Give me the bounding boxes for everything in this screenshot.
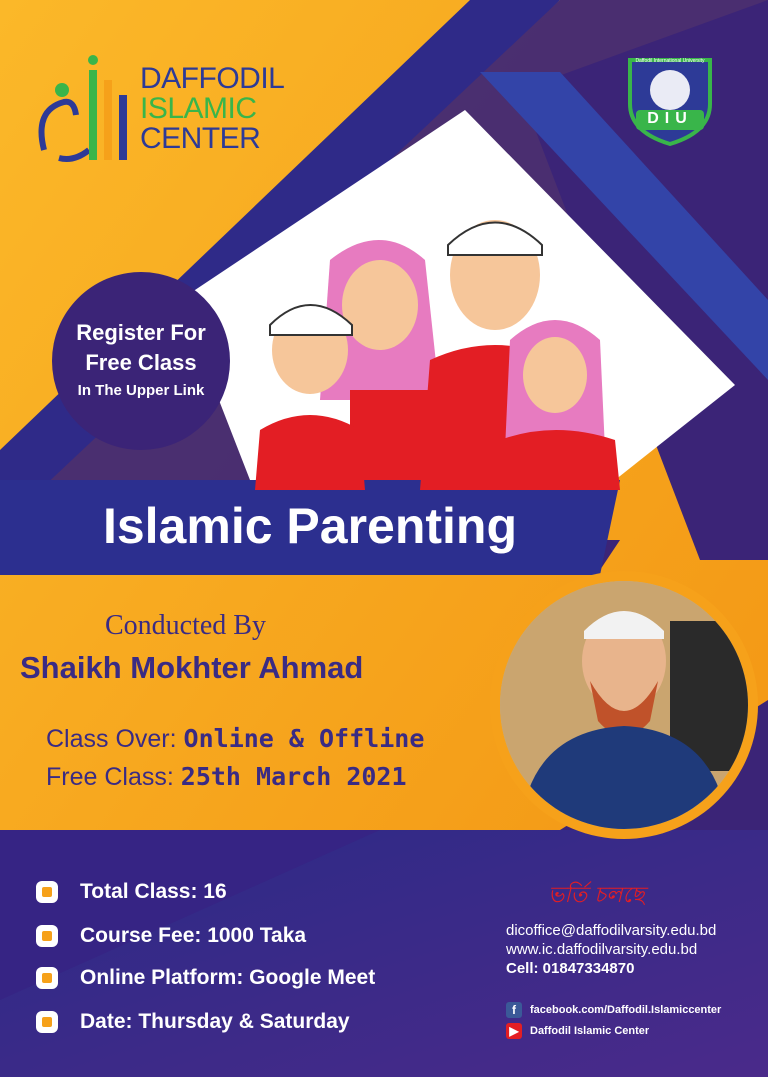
detail-text: Online Platform: Google Meet xyxy=(80,966,376,989)
square-bullet-icon xyxy=(36,967,58,989)
detail-text: Course Fee: 1000 Taka xyxy=(80,924,307,947)
detail-text: Date: Thursday & Saturday xyxy=(80,1010,350,1033)
detail-online-platform xyxy=(36,966,375,990)
register-circle xyxy=(52,272,230,450)
youtube-icon: ▶ xyxy=(506,1023,522,1039)
youtube-text: Daffodil Islamic Center xyxy=(530,1025,650,1037)
square-bullet-icon xyxy=(36,1011,58,1033)
page-title: Islamic Parenting xyxy=(102,498,518,554)
square-bullet-icon xyxy=(36,925,58,947)
detail-course-fee xyxy=(36,924,306,948)
class-over-line xyxy=(46,724,424,754)
facebook-text: facebook.com/Daffodil.Islamiccenter xyxy=(530,1004,722,1016)
admission-text: ভর্তি চলছে xyxy=(548,883,645,908)
diu-label: DIU xyxy=(647,110,693,127)
detail-date xyxy=(36,1010,350,1034)
instructor-name: Shaikh Mokhter Ahmad xyxy=(20,650,364,685)
youtube-link[interactable] xyxy=(506,1023,649,1039)
contact-email[interactable]: dicoffice@daffodilvarsity.edu.bd xyxy=(506,922,717,939)
logo-line-3: CENTER xyxy=(140,122,261,155)
instructor-photo xyxy=(500,581,748,829)
detail-total-class xyxy=(36,880,227,904)
square-bullet-icon xyxy=(36,881,58,903)
family-illustration xyxy=(250,200,630,490)
register-line-1: Register For xyxy=(76,320,206,345)
class-over-value: Online & Offline xyxy=(183,724,425,753)
detail-text: Total Class: 16 xyxy=(80,880,227,903)
mosque-logo-icon xyxy=(34,40,134,164)
diu-badge xyxy=(622,54,718,146)
contact-website[interactable]: www.ic.daffodilvarsity.edu.bd xyxy=(506,941,698,958)
class-over-label: Class Over: xyxy=(46,725,177,753)
conducted-by-label: Conducted By xyxy=(105,610,266,641)
logo-line-2: ISLAMIC xyxy=(140,92,257,125)
contact-cell: Cell: 01847334870 xyxy=(506,960,635,977)
logo-line-1: DAFFODIL xyxy=(140,62,285,95)
facebook-link[interactable] xyxy=(506,1002,721,1018)
diu-caption: Daffodil International University xyxy=(635,58,705,64)
diu-shield-icon xyxy=(622,54,718,146)
register-line-3: In The Upper Link xyxy=(77,382,205,399)
free-class-label: Free Class: xyxy=(46,763,174,791)
free-class-value: 25th March 2021 xyxy=(180,762,407,791)
facebook-icon: f xyxy=(506,1002,522,1018)
free-class-line xyxy=(46,762,407,792)
register-line-2: Free Class xyxy=(85,350,197,375)
